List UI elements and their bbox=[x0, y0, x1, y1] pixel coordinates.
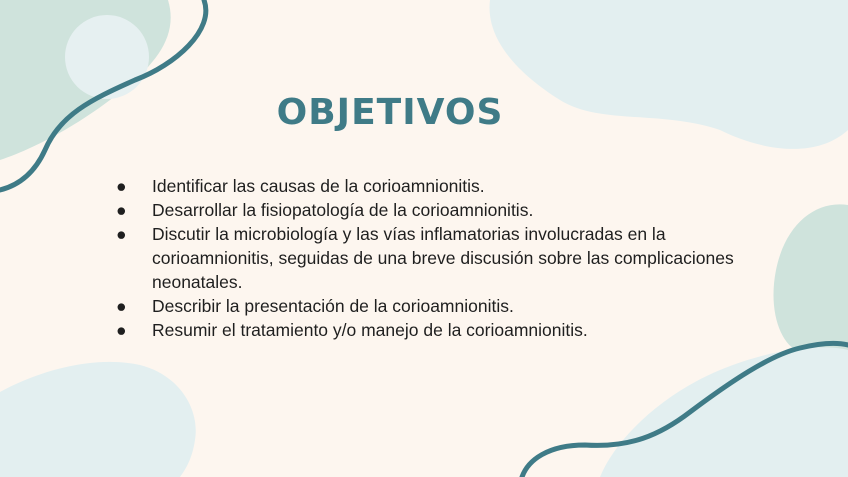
objective-item bbox=[116, 318, 736, 342]
objective-item bbox=[116, 294, 736, 318]
objectives-list bbox=[116, 174, 736, 342]
bullet-icon: ● bbox=[116, 320, 127, 340]
top-left-light-circle bbox=[65, 15, 149, 99]
objective-text: Describir la presentación de la corioamnionitis. bbox=[152, 296, 514, 316]
bullet-icon: ● bbox=[116, 296, 127, 316]
bullet-icon: ● bbox=[116, 176, 127, 196]
right-green-blob bbox=[773, 204, 848, 356]
objective-text: Identificar las causas de la corioamnionitis. bbox=[152, 176, 485, 196]
bottom-right-blue-blob bbox=[600, 347, 848, 477]
objective-item bbox=[116, 198, 736, 222]
objective-text: Resumir el tratamiento y/o manejo de la corioamnionitis. bbox=[152, 320, 588, 340]
slide-title: OBJETIVOS bbox=[276, 92, 504, 133]
bullet-icon: ● bbox=[116, 224, 127, 244]
objective-item bbox=[116, 174, 736, 198]
objective-text: Desarrollar la fisiopatología de la corioamnionitis. bbox=[152, 200, 534, 220]
bottom-left-blue-blob bbox=[0, 362, 196, 477]
objective-text: Discutir la microbiología y las vías inflamatorias involucradas en la corioamnionitis, seguidas de una breve discusión sobre las complicaciones neonatales. bbox=[152, 224, 734, 292]
objective-item bbox=[116, 222, 736, 294]
bullet-icon: ● bbox=[116, 200, 127, 220]
